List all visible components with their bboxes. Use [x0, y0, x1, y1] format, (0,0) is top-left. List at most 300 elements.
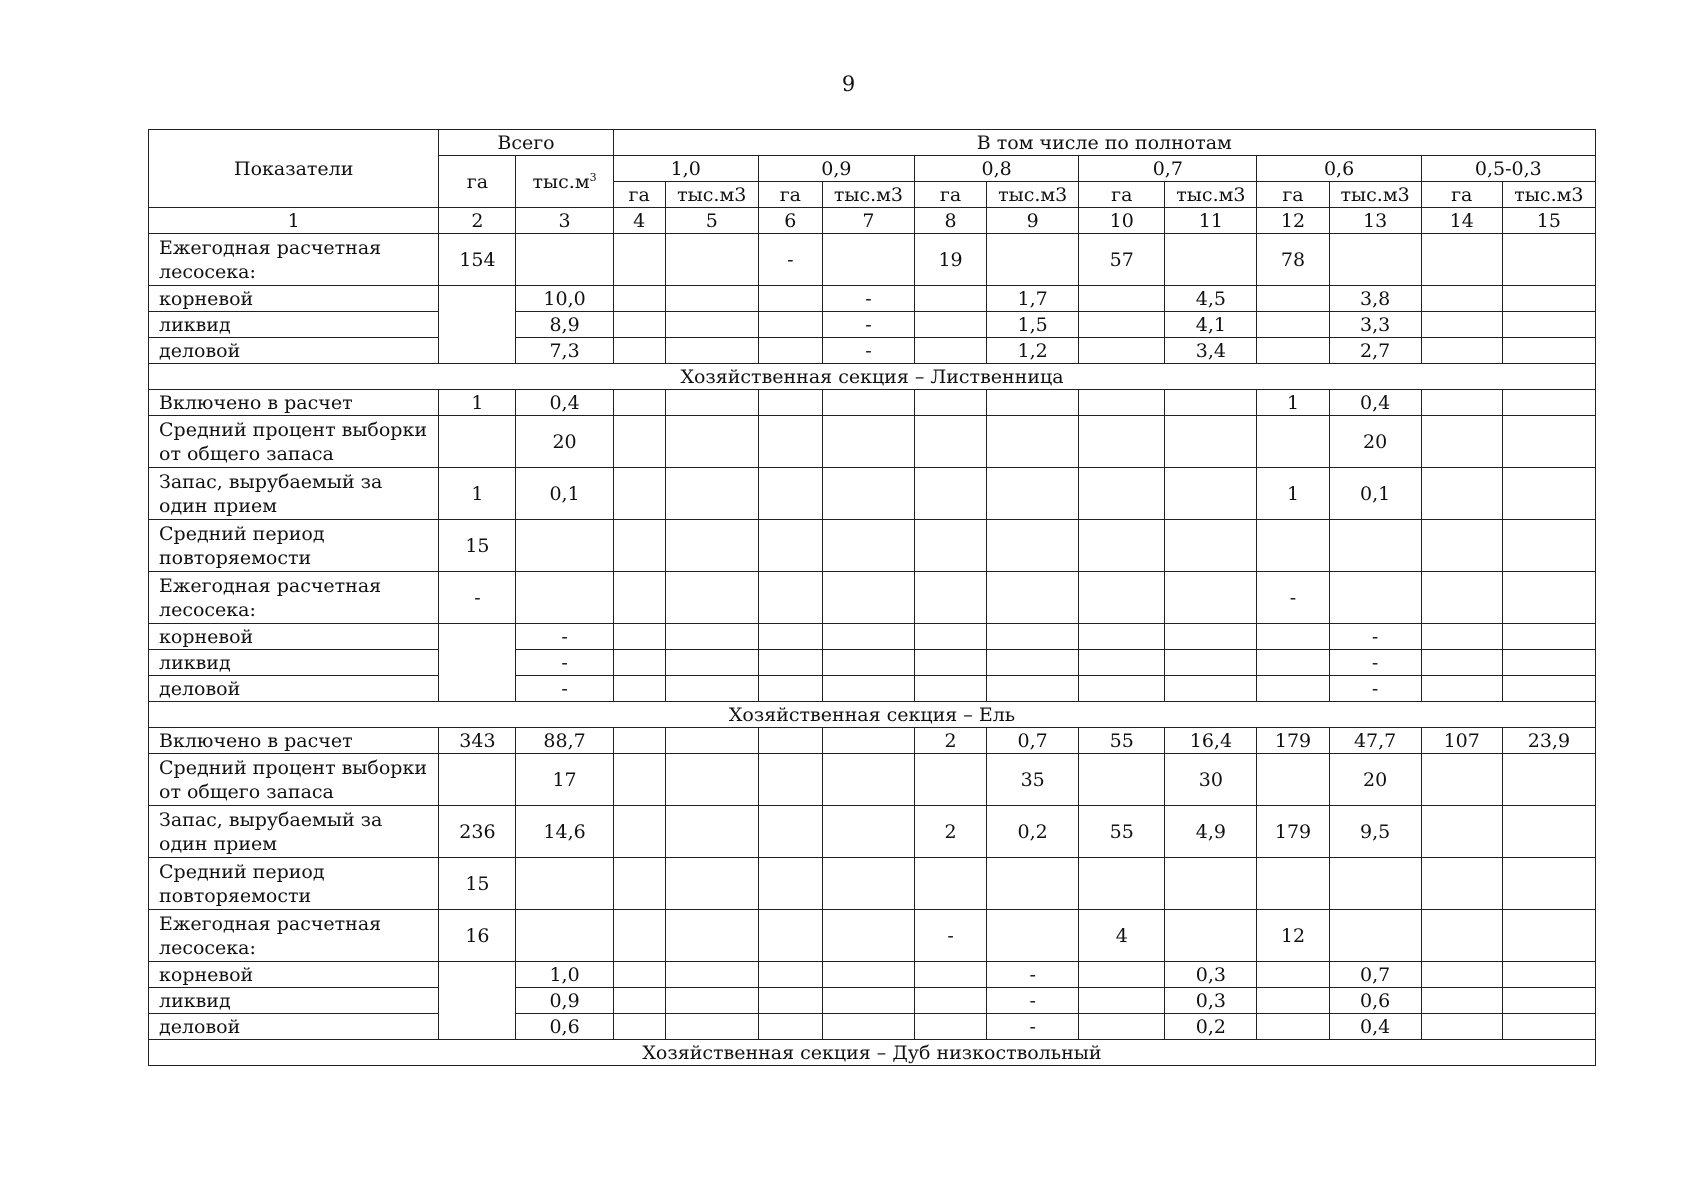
row-label: ликвид — [149, 988, 439, 1014]
table-cell — [439, 416, 516, 468]
table-cell — [822, 1014, 914, 1040]
header-density: 0,6 — [1257, 156, 1421, 182]
table-cell: 1 — [439, 390, 516, 416]
row-label: деловой — [149, 676, 439, 702]
table-cell — [516, 910, 613, 962]
table-cell — [665, 806, 758, 858]
table-cell: 16,4 — [1165, 728, 1257, 754]
row-label: Средний процент выборки от общего запаса — [149, 754, 439, 806]
table-row — [149, 988, 1596, 1014]
table-cell — [1421, 572, 1502, 624]
table-cell — [1165, 468, 1257, 520]
table-cell — [1257, 416, 1329, 468]
table-cell — [987, 468, 1079, 520]
merged-ha-cell — [439, 962, 516, 1040]
table-cell: 0,9 — [516, 988, 613, 1014]
table-cell — [915, 520, 987, 572]
table-cell — [1502, 910, 1595, 962]
table-cell — [987, 416, 1079, 468]
table-cell — [1079, 988, 1165, 1014]
table-cell: 10,0 — [516, 286, 613, 312]
table-cell — [822, 390, 914, 416]
table-cell — [1079, 390, 1165, 416]
table-cell: 1 — [1257, 390, 1329, 416]
table-cell — [1502, 650, 1595, 676]
table-cell: 8,9 — [516, 312, 613, 338]
section-row — [149, 702, 1596, 728]
table-row — [149, 312, 1596, 338]
table-cell — [1257, 858, 1329, 910]
table-cell — [758, 624, 822, 650]
table-cell — [613, 1014, 665, 1040]
table-cell — [915, 754, 987, 806]
table-cell — [613, 234, 665, 286]
table-cell — [1502, 624, 1595, 650]
page-number: 9 — [841, 72, 856, 96]
table-row — [149, 520, 1596, 572]
table-cell: - — [516, 624, 613, 650]
table-cell — [915, 1014, 987, 1040]
table-cell: - — [822, 338, 914, 364]
table-cell — [665, 728, 758, 754]
table-cell: 14,6 — [516, 806, 613, 858]
table-cell — [613, 468, 665, 520]
table-cell: 107 — [1421, 728, 1502, 754]
table-row — [149, 858, 1596, 910]
column-number: 11 — [1165, 208, 1257, 234]
header-unit-ha: га — [758, 182, 822, 208]
table-row — [149, 910, 1596, 962]
table-cell — [1257, 520, 1329, 572]
section-title: Хозяйственная секция – Ель — [149, 702, 1596, 728]
table-cell — [516, 520, 613, 572]
table-cell — [987, 520, 1079, 572]
section-row — [149, 364, 1596, 390]
header-by-density: В том числе по полнотам — [613, 130, 1595, 156]
table-cell: 19 — [915, 234, 987, 286]
table-cell: - — [915, 910, 987, 962]
table-header — [149, 130, 1596, 234]
table-cell — [915, 988, 987, 1014]
header-unit-volume: тыс.м3 — [1165, 182, 1257, 208]
table-cell: 15 — [439, 520, 516, 572]
table-cell — [1502, 676, 1595, 702]
table-cell — [1502, 338, 1595, 364]
table-cell: - — [987, 962, 1079, 988]
table-cell — [758, 390, 822, 416]
table-cell — [1421, 1014, 1502, 1040]
table-cell — [915, 416, 987, 468]
row-label: Ежегодная расчетная лесосека: — [149, 910, 439, 962]
table-cell — [613, 676, 665, 702]
header-unit-volume: тыс.м3 — [822, 182, 914, 208]
table-cell — [822, 910, 914, 962]
table-cell — [1421, 858, 1502, 910]
header-unit-ha: га — [1079, 182, 1165, 208]
table-cell — [915, 286, 987, 312]
table-cell — [1165, 910, 1257, 962]
table-row — [149, 962, 1596, 988]
table-cell — [1165, 650, 1257, 676]
table-cell — [665, 988, 758, 1014]
table-cell: - — [516, 676, 613, 702]
table-cell — [1502, 286, 1595, 312]
table-cell — [758, 650, 822, 676]
table-cell — [1257, 1014, 1329, 1040]
table-cell — [915, 962, 987, 988]
table-cell — [1502, 234, 1595, 286]
table-cell — [613, 858, 665, 910]
row-label: Средний период повторяемости — [149, 520, 439, 572]
table-cell — [1079, 520, 1165, 572]
table-cell — [1257, 286, 1329, 312]
table-cell — [1502, 468, 1595, 520]
table-cell: - — [1257, 572, 1329, 624]
table-row — [149, 624, 1596, 650]
table-row — [149, 468, 1596, 520]
table-cell — [1502, 390, 1595, 416]
table-cell — [987, 624, 1079, 650]
table-cell: - — [516, 650, 613, 676]
column-number: 9 — [987, 208, 1079, 234]
header-density: 0,9 — [758, 156, 914, 182]
column-number: 15 — [1502, 208, 1595, 234]
row-label: Ежегодная расчетная лесосека: — [149, 572, 439, 624]
table-cell — [613, 338, 665, 364]
table-cell — [1421, 806, 1502, 858]
column-number: 12 — [1257, 208, 1329, 234]
column-number: 8 — [915, 208, 987, 234]
table-cell — [1165, 234, 1257, 286]
table-cell: 30 — [1165, 754, 1257, 806]
table-cell — [1421, 910, 1502, 962]
allowable-cut-table — [148, 129, 1596, 1066]
table-cell — [758, 520, 822, 572]
table-cell — [987, 572, 1079, 624]
table-cell — [987, 390, 1079, 416]
table-cell: 179 — [1257, 728, 1329, 754]
table-cell: 20 — [516, 416, 613, 468]
table-cell — [758, 754, 822, 806]
table-cell — [1421, 988, 1502, 1014]
table-cell: 1,5 — [987, 312, 1079, 338]
table-cell: 1,7 — [987, 286, 1079, 312]
table-cell — [822, 988, 914, 1014]
table-cell: 154 — [439, 234, 516, 286]
table-cell: 0,2 — [1165, 1014, 1257, 1040]
table-cell — [516, 858, 613, 910]
column-number: 7 — [822, 208, 914, 234]
table-cell — [516, 572, 613, 624]
table-cell — [822, 806, 914, 858]
table-cell — [613, 650, 665, 676]
header-total: Всего — [439, 130, 613, 156]
section-title: Хозяйственная секция – Лиственница — [149, 364, 1596, 390]
table-cell — [613, 312, 665, 338]
header-unit-ha: га — [1421, 182, 1502, 208]
row-label: деловой — [149, 1014, 439, 1040]
table-row — [149, 338, 1596, 364]
table-cell — [613, 988, 665, 1014]
column-number: 6 — [758, 208, 822, 234]
table-row — [149, 390, 1596, 416]
table-cell — [822, 572, 914, 624]
table-cell — [665, 910, 758, 962]
row-label: корневой — [149, 286, 439, 312]
table-cell — [1165, 520, 1257, 572]
header-total-ha: га — [439, 156, 516, 208]
table-cell — [758, 676, 822, 702]
table-cell: 4,9 — [1165, 806, 1257, 858]
table-cell: 3,8 — [1329, 286, 1421, 312]
table-cell — [1257, 676, 1329, 702]
table-row — [149, 1014, 1596, 1040]
table-cell: - — [822, 286, 914, 312]
table-cell — [1502, 754, 1595, 806]
table-cell — [665, 624, 758, 650]
table-cell: - — [1329, 676, 1421, 702]
table-cell: 4 — [1079, 910, 1165, 962]
table-cell — [1421, 676, 1502, 702]
header-unit-volume: тыс.м3 — [987, 182, 1079, 208]
table-cell — [665, 754, 758, 806]
table-cell — [613, 390, 665, 416]
header-total-volume: $тыс.м^3$ — [516, 156, 613, 208]
table-body — [149, 234, 1596, 1066]
table-cell — [665, 520, 758, 572]
table-cell: 88,7 — [516, 728, 613, 754]
table-cell — [1257, 754, 1329, 806]
row-label: ликвид — [149, 312, 439, 338]
column-number: 10 — [1079, 208, 1165, 234]
table-cell — [613, 728, 665, 754]
table-cell — [822, 728, 914, 754]
table-cell — [915, 858, 987, 910]
table-cell — [987, 858, 1079, 910]
table-cell — [758, 286, 822, 312]
table-cell: 0,2 — [987, 806, 1079, 858]
row-label: Ежегодная расчетная лесосека: — [149, 234, 439, 286]
table-cell: 0,4 — [1329, 1014, 1421, 1040]
table-cell — [665, 650, 758, 676]
table-cell — [1079, 286, 1165, 312]
table-cell — [1165, 390, 1257, 416]
table-cell — [665, 1014, 758, 1040]
table-cell — [1079, 312, 1165, 338]
table-cell — [665, 286, 758, 312]
section-row — [149, 1040, 1596, 1066]
table-cell — [1165, 572, 1257, 624]
column-number: 4 — [613, 208, 665, 234]
table-cell — [1329, 910, 1421, 962]
table-cell — [1257, 312, 1329, 338]
table-cell — [613, 520, 665, 572]
row-label: Средний процент выборки от общего запаса — [149, 416, 439, 468]
table-cell — [665, 572, 758, 624]
table-cell — [822, 468, 914, 520]
row-label: деловой — [149, 338, 439, 364]
table-cell: 0,7 — [1329, 962, 1421, 988]
table-cell — [1079, 650, 1165, 676]
section-title: Хозяйственная секция – Дуб низкоствольный — [149, 1040, 1596, 1066]
table-cell — [665, 676, 758, 702]
table-cell — [613, 286, 665, 312]
table-cell — [1257, 988, 1329, 1014]
table-cell — [1421, 338, 1502, 364]
table-cell — [1421, 754, 1502, 806]
table-cell — [758, 806, 822, 858]
table-cell — [822, 416, 914, 468]
table-cell — [665, 338, 758, 364]
table-cell: 35 — [987, 754, 1079, 806]
table-cell: 4,1 — [1165, 312, 1257, 338]
merged-ha-cell — [439, 624, 516, 702]
table-cell — [758, 988, 822, 1014]
table-row — [149, 572, 1596, 624]
header-unit-ha: га — [915, 182, 987, 208]
table-cell — [1079, 962, 1165, 988]
table-cell — [987, 676, 1079, 702]
table-cell: 0,6 — [1329, 988, 1421, 1014]
table-cell: 7,3 — [516, 338, 613, 364]
table-cell: 1 — [439, 468, 516, 520]
table-cell: 2 — [915, 806, 987, 858]
table-cell: 179 — [1257, 806, 1329, 858]
table-cell — [915, 312, 987, 338]
table-cell — [822, 858, 914, 910]
table-cell — [1329, 572, 1421, 624]
table-cell — [1165, 676, 1257, 702]
table-row — [149, 234, 1596, 286]
column-number: 3 — [516, 208, 613, 234]
table-cell — [915, 572, 987, 624]
table-cell — [1421, 962, 1502, 988]
column-number: 1 — [149, 208, 439, 234]
header-unit-ha: га — [613, 182, 665, 208]
table-cell — [665, 416, 758, 468]
column-number: 5 — [665, 208, 758, 234]
table-cell — [758, 572, 822, 624]
column-number: 13 — [1329, 208, 1421, 234]
table-cell — [822, 234, 914, 286]
table-cell — [1502, 572, 1595, 624]
table-cell — [1421, 312, 1502, 338]
table-row — [149, 416, 1596, 468]
table-cell: - — [822, 312, 914, 338]
header-density: 0,5-0,3 — [1421, 156, 1595, 182]
row-label: корневой — [149, 624, 439, 650]
table-cell — [665, 962, 758, 988]
table-cell — [1257, 338, 1329, 364]
table-cell: 2,7 — [1329, 338, 1421, 364]
table-cell: 3,3 — [1329, 312, 1421, 338]
table-cell — [758, 1014, 822, 1040]
table-cell: - — [1329, 624, 1421, 650]
table-cell: 47,7 — [1329, 728, 1421, 754]
table-cell — [1079, 572, 1165, 624]
table-cell: - — [439, 572, 516, 624]
row-label: ликвид — [149, 650, 439, 676]
table-cell — [822, 650, 914, 676]
table-cell — [1421, 234, 1502, 286]
table-cell: 0,6 — [516, 1014, 613, 1040]
table-cell — [915, 650, 987, 676]
table-cell — [822, 962, 914, 988]
table-cell — [915, 676, 987, 702]
table-cell — [613, 572, 665, 624]
table-cell — [822, 676, 914, 702]
table-cell: - — [758, 234, 822, 286]
row-label: Включено в расчет — [149, 390, 439, 416]
table-cell — [613, 624, 665, 650]
table-cell — [758, 416, 822, 468]
table-cell — [758, 312, 822, 338]
header-unit-volume: тыс.м3 — [665, 182, 758, 208]
table-cell: 15 — [439, 858, 516, 910]
table-row — [149, 676, 1596, 702]
table-cell: 20 — [1329, 416, 1421, 468]
table-cell — [1079, 754, 1165, 806]
table-row — [149, 728, 1596, 754]
table-cell: - — [987, 988, 1079, 1014]
table-cell — [758, 338, 822, 364]
table-cell: 20 — [1329, 754, 1421, 806]
table-cell — [665, 468, 758, 520]
table-cell — [1502, 1014, 1595, 1040]
table-cell: 23,9 — [1502, 728, 1595, 754]
table-cell — [1502, 312, 1595, 338]
table-cell: 0,1 — [1329, 468, 1421, 520]
column-number: 14 — [1421, 208, 1502, 234]
table-cell — [758, 858, 822, 910]
table-cell — [758, 910, 822, 962]
table-cell — [1421, 650, 1502, 676]
table-row — [149, 754, 1596, 806]
table-cell — [613, 754, 665, 806]
table-cell: 55 — [1079, 806, 1165, 858]
table-cell — [516, 234, 613, 286]
row-label: Запас, вырубаемый за один прием — [149, 806, 439, 858]
table-cell — [613, 962, 665, 988]
table-cell — [1079, 468, 1165, 520]
row-label: Включено в расчет — [149, 728, 439, 754]
table-cell: 12 — [1257, 910, 1329, 962]
table-cell: 236 — [439, 806, 516, 858]
table-cell — [1165, 858, 1257, 910]
table-cell — [1257, 650, 1329, 676]
header-density: 0,8 — [915, 156, 1079, 182]
table-cell — [1165, 416, 1257, 468]
row-label: Запас, вырубаемый за один прием — [149, 468, 439, 520]
table-cell — [1257, 624, 1329, 650]
table-cell — [822, 520, 914, 572]
table-cell: 1,0 — [516, 962, 613, 988]
table-cell — [613, 910, 665, 962]
header-density: 1,0 — [613, 156, 758, 182]
table-cell — [1079, 858, 1165, 910]
table-cell: 0,1 — [516, 468, 613, 520]
table-row — [149, 286, 1596, 312]
table-cell — [1421, 390, 1502, 416]
table-cell — [665, 234, 758, 286]
column-number: 2 — [439, 208, 516, 234]
table-row — [149, 806, 1596, 858]
table-row — [149, 650, 1596, 676]
table-cell — [758, 468, 822, 520]
table-cell — [1421, 286, 1502, 312]
table-cell — [758, 962, 822, 988]
table-cell: - — [987, 1014, 1079, 1040]
